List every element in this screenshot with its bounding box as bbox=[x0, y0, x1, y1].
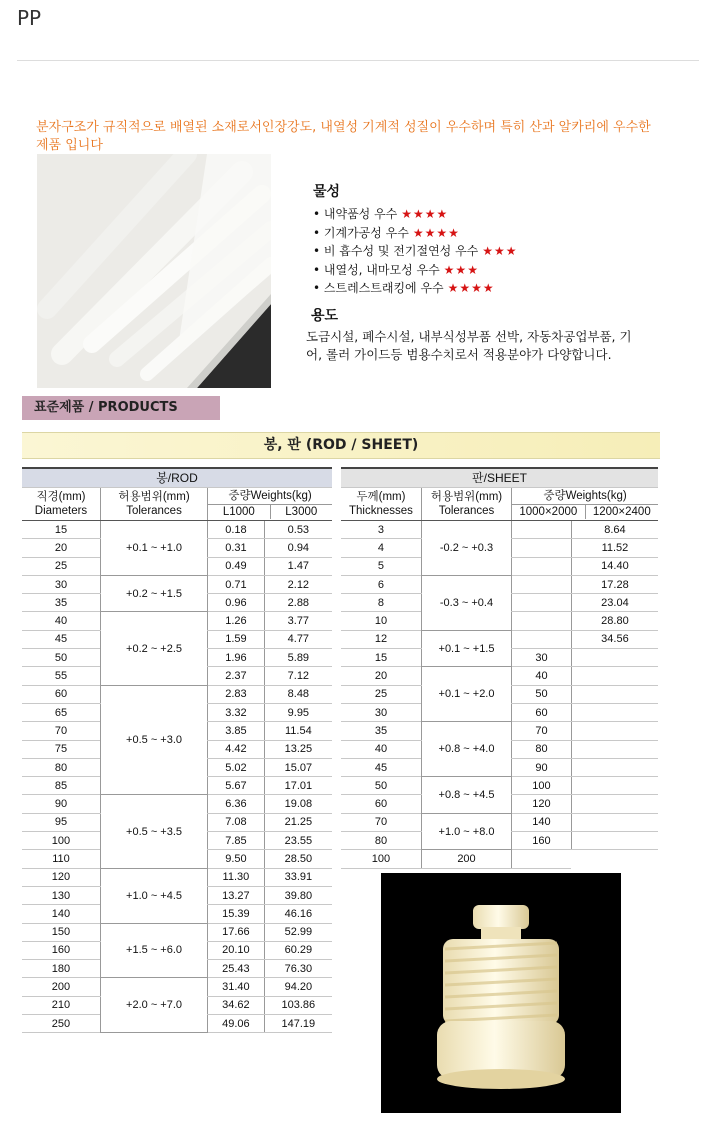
property-item bbox=[313, 205, 643, 224]
weight-cell-2: 11.54 bbox=[264, 722, 332, 740]
rod-weight-header: 중량Weights(kg) L1000 L3000 bbox=[208, 488, 332, 521]
table-row bbox=[341, 630, 658, 648]
property-item bbox=[313, 279, 643, 298]
weight-cell-2: 14.40 bbox=[571, 557, 658, 575]
weight-cell-2: 0.94 bbox=[264, 539, 332, 557]
weight-cell-1: 20.10 bbox=[208, 941, 265, 959]
weight-cell-1 bbox=[512, 521, 572, 539]
size-cell: 8 bbox=[341, 594, 421, 612]
weight-cell-1: 0.71 bbox=[208, 575, 265, 593]
weight-cell-1: 0.31 bbox=[208, 539, 265, 557]
size-cell: 15 bbox=[341, 649, 421, 667]
machined-part-photo bbox=[381, 873, 621, 1113]
size-cell: 10 bbox=[341, 612, 421, 630]
tolerance-cell: +1.0 ~ +8.0 bbox=[421, 813, 511, 850]
weight-cell-2 bbox=[571, 813, 658, 831]
size-cell: 90 bbox=[22, 795, 100, 813]
weight-cell-1: 200 bbox=[421, 850, 511, 868]
size-cell: 70 bbox=[22, 722, 100, 740]
properties-heading: 물성 bbox=[313, 184, 341, 200]
size-cell: 200 bbox=[22, 978, 100, 996]
weight-cell-1: 90 bbox=[512, 758, 572, 776]
size-cell: 15 bbox=[22, 521, 100, 539]
tolerance-cell: +0.1 ~ +1.0 bbox=[100, 521, 207, 576]
size-cell: 5 bbox=[341, 557, 421, 575]
weight-cell-1: 70 bbox=[512, 722, 572, 740]
property-text: • 내약품성 우수 bbox=[313, 207, 398, 221]
properties-section bbox=[313, 181, 643, 298]
table-row bbox=[341, 521, 658, 539]
star-rating-icon: ★★★★ bbox=[447, 281, 495, 295]
star-rating-icon: ★★★ bbox=[482, 244, 518, 258]
sheet-table bbox=[341, 467, 658, 869]
size-cell: 3 bbox=[341, 521, 421, 539]
weight-cell-1: 0.49 bbox=[208, 557, 265, 575]
weight-cell-2 bbox=[571, 795, 658, 813]
weight-cell-2: 147.19 bbox=[264, 1015, 332, 1033]
weight-cell-1: 34.62 bbox=[208, 996, 265, 1014]
table-row bbox=[22, 685, 332, 703]
size-cell: 20 bbox=[22, 539, 100, 557]
table-row bbox=[22, 612, 332, 630]
size-cell: 55 bbox=[22, 667, 100, 685]
size-cell: 12 bbox=[341, 630, 421, 648]
size-cell: 130 bbox=[22, 886, 100, 904]
weight-cell-2: 33.91 bbox=[264, 868, 332, 886]
weight-cell-1: 30 bbox=[512, 649, 572, 667]
weight-cell-2 bbox=[571, 722, 658, 740]
property-text: • 스트레스트래킹에 우수 bbox=[313, 281, 444, 295]
table-row bbox=[341, 813, 658, 831]
weight-cell-1: 3.32 bbox=[208, 703, 265, 721]
weight-cell-2: 5.89 bbox=[264, 649, 332, 667]
tolerance-cell: +0.5 ~ +3.5 bbox=[100, 795, 207, 868]
weight-cell-2: 21.25 bbox=[264, 813, 332, 831]
weight-cell-2: 46.16 bbox=[264, 905, 332, 923]
size-cell: 160 bbox=[22, 941, 100, 959]
table-row bbox=[22, 923, 332, 941]
weight-cell-1 bbox=[512, 594, 572, 612]
weight-cell-1: 31.40 bbox=[208, 978, 265, 996]
weight-cell-2: 7.12 bbox=[264, 667, 332, 685]
table-title: 봉, 판 (ROD / SHEET) bbox=[22, 432, 660, 459]
rod-caption: 봉/ROD bbox=[22, 468, 332, 488]
page-title: PP bbox=[17, 6, 42, 30]
size-cell: 250 bbox=[22, 1015, 100, 1033]
size-cell: 80 bbox=[341, 832, 421, 850]
weight-cell-1: 160 bbox=[512, 832, 572, 850]
weight-cell-1: 4.42 bbox=[208, 740, 265, 758]
size-cell: 50 bbox=[341, 777, 421, 795]
tolerance-cell: +0.1 ~ +1.5 bbox=[421, 630, 511, 667]
size-cell: 40 bbox=[22, 612, 100, 630]
tolerance-cell: -0.2 ~ +0.3 bbox=[421, 521, 511, 576]
size-cell: 100 bbox=[22, 832, 100, 850]
weight-cell-1 bbox=[512, 575, 572, 593]
weight-cell-2 bbox=[571, 649, 658, 667]
property-item bbox=[313, 242, 643, 261]
weight-cell-2: 52.99 bbox=[264, 923, 332, 941]
rod-table bbox=[22, 467, 332, 1033]
usage-text: 도금시설, 폐수시설, 내부식성부품 선박, 자동차공업부품, 기어, 롤러 가이드등 범용수치로서 적용분야가 다양합니다. bbox=[306, 329, 632, 362]
property-item bbox=[313, 261, 643, 280]
table-row bbox=[341, 722, 658, 740]
weight-cell-2: 94.20 bbox=[264, 978, 332, 996]
size-cell: 210 bbox=[22, 996, 100, 1014]
usage-heading: 용도 bbox=[311, 308, 339, 324]
weight-cell-2: 0.53 bbox=[264, 521, 332, 539]
rod-tol-header: 허용범위(mm) Tolerances bbox=[100, 488, 207, 521]
size-cell: 180 bbox=[22, 960, 100, 978]
weight-cell-1 bbox=[512, 557, 572, 575]
weight-cell-2: 23.55 bbox=[264, 832, 332, 850]
weight-cell-2: 2.12 bbox=[264, 575, 332, 593]
size-cell: 30 bbox=[341, 703, 421, 721]
weight-cell-2: 3.77 bbox=[264, 612, 332, 630]
size-cell: 45 bbox=[341, 758, 421, 776]
weight-cell-2: 2.88 bbox=[264, 594, 332, 612]
tolerance-cell: +0.5 ~ +3.0 bbox=[100, 685, 207, 795]
sheet-tol-header: 허용범위(mm) Tolerances bbox=[421, 488, 511, 521]
size-cell: 95 bbox=[22, 813, 100, 831]
usage-section bbox=[306, 307, 636, 364]
weight-cell-2: 9.95 bbox=[264, 703, 332, 721]
rod-diam-header: 직경(mm) Diameters bbox=[22, 488, 100, 521]
table-row bbox=[341, 667, 658, 685]
weight-cell-2 bbox=[571, 832, 658, 850]
weight-cell-1 bbox=[512, 630, 572, 648]
weight-cell-1: 9.50 bbox=[208, 850, 265, 868]
size-cell: 110 bbox=[22, 850, 100, 868]
size-cell: 85 bbox=[22, 777, 100, 795]
size-cell: 140 bbox=[22, 905, 100, 923]
weight-cell-2: 23.04 bbox=[571, 594, 658, 612]
table-row bbox=[22, 795, 332, 813]
table-row bbox=[341, 575, 658, 593]
size-cell: 100 bbox=[341, 850, 421, 868]
weight-cell-1: 5.67 bbox=[208, 777, 265, 795]
weight-cell-1: 11.30 bbox=[208, 868, 265, 886]
weight-cell-1: 6.36 bbox=[208, 795, 265, 813]
tolerance-cell: -0.3 ~ +0.4 bbox=[421, 575, 511, 630]
size-cell: 60 bbox=[22, 685, 100, 703]
weight-cell-1: 15.39 bbox=[208, 905, 265, 923]
size-cell: 35 bbox=[341, 722, 421, 740]
weight-cell-1: 13.27 bbox=[208, 886, 265, 904]
table-row bbox=[341, 850, 658, 868]
weight-cell-2: 28.80 bbox=[571, 612, 658, 630]
size-cell: 75 bbox=[22, 740, 100, 758]
property-text: • 내열성, 내마모성 우수 bbox=[313, 262, 440, 277]
weight-cell-2: 17.01 bbox=[264, 777, 332, 795]
star-rating-icon: ★★★ bbox=[443, 262, 479, 277]
weight-cell-1: 1.26 bbox=[208, 612, 265, 630]
weight-cell-2: 60.29 bbox=[264, 941, 332, 959]
weight-cell-2: 8.48 bbox=[264, 685, 332, 703]
weight-cell-1: 7.08 bbox=[208, 813, 265, 831]
weight-cell-2 bbox=[571, 667, 658, 685]
weight-cell-1: 120 bbox=[512, 795, 572, 813]
weight-cell-1: 100 bbox=[512, 777, 572, 795]
weight-cell-2: 76.30 bbox=[264, 960, 332, 978]
sheet-thickness-header: 두께(mm) Thicknesses bbox=[341, 488, 421, 521]
size-cell: 35 bbox=[22, 594, 100, 612]
size-cell: 120 bbox=[22, 868, 100, 886]
weight-cell-1: 40 bbox=[512, 667, 572, 685]
weight-cell-2: 17.28 bbox=[571, 575, 658, 593]
weight-cell-1: 7.85 bbox=[208, 832, 265, 850]
intro-text: 분자구조가 규직적으로 배열된 소재로서인장강도, 내열성 기계적 성질이 우수하며 특히 산과 알카리에 우수한 제품 입니다 bbox=[36, 120, 651, 153]
weight-cell-2: 34.56 bbox=[571, 630, 658, 648]
products-heading: 표준제품 / PRODUCTS bbox=[22, 396, 220, 420]
weight-cell-1: 50 bbox=[512, 685, 572, 703]
table-row bbox=[22, 978, 332, 996]
size-cell: 80 bbox=[22, 758, 100, 776]
table-row bbox=[341, 777, 658, 795]
size-cell: 30 bbox=[22, 575, 100, 593]
weight-cell-1: 80 bbox=[512, 740, 572, 758]
properties-list bbox=[313, 205, 643, 298]
weight-cell-2 bbox=[571, 758, 658, 776]
weight-cell-2: 4.77 bbox=[264, 630, 332, 648]
weight-cell-2: 1.47 bbox=[264, 557, 332, 575]
tolerance-cell: +1.0 ~ +4.5 bbox=[100, 868, 207, 923]
size-cell: 25 bbox=[341, 685, 421, 703]
table-row bbox=[22, 521, 332, 539]
weight-cell-1: 140 bbox=[512, 813, 572, 831]
star-rating-icon: ★★★★ bbox=[412, 225, 460, 240]
weight-cell-2: 8.64 bbox=[571, 521, 658, 539]
title-divider bbox=[17, 60, 699, 61]
weight-cell-2 bbox=[571, 703, 658, 721]
table-row bbox=[22, 575, 332, 593]
sheet-weight-header: 중량Weights(kg) 1000×2000 1200×2400 bbox=[512, 488, 658, 521]
rods-sheets-photo bbox=[37, 154, 271, 388]
weight-cell-1: 60 bbox=[512, 703, 572, 721]
tolerance-cell: +0.2 ~ +2.5 bbox=[100, 612, 207, 685]
size-cell: 25 bbox=[22, 557, 100, 575]
weight-cell-1 bbox=[512, 612, 572, 630]
weight-cell-1: 2.83 bbox=[208, 685, 265, 703]
weight-cell-2: 13.25 bbox=[264, 740, 332, 758]
weight-cell-2: 103.86 bbox=[264, 996, 332, 1014]
sheet-caption: 판/SHEET bbox=[341, 468, 658, 488]
tolerance-cell: +1.5 ~ +6.0 bbox=[100, 923, 207, 978]
tolerance-cell: +2.0 ~ +7.0 bbox=[100, 978, 207, 1033]
weight-cell-1 bbox=[512, 539, 572, 557]
weight-cell-2: 19.08 bbox=[264, 795, 332, 813]
weight-cell-1: 17.66 bbox=[208, 923, 265, 941]
size-cell: 50 bbox=[22, 649, 100, 667]
size-cell: 70 bbox=[341, 813, 421, 831]
size-cell: 45 bbox=[22, 630, 100, 648]
weight-cell-1: 5.02 bbox=[208, 758, 265, 776]
tolerance-cell: +0.1 ~ +2.0 bbox=[421, 667, 511, 722]
tolerance-cell: +0.8 ~ +4.5 bbox=[421, 777, 511, 814]
size-cell: 6 bbox=[341, 575, 421, 593]
weight-cell-2: 28.50 bbox=[264, 850, 332, 868]
weight-cell-1: 2.37 bbox=[208, 667, 265, 685]
weight-cell-1: 49.06 bbox=[208, 1015, 265, 1033]
tolerance-cell: +0.2 ~ +1.5 bbox=[100, 575, 207, 612]
weight-cell-2: 39.80 bbox=[264, 886, 332, 904]
size-cell: 4 bbox=[341, 539, 421, 557]
property-text: • 기계가공성 우수 bbox=[313, 225, 409, 240]
size-cell: 65 bbox=[22, 703, 100, 721]
weight-cell-1: 25.43 bbox=[208, 960, 265, 978]
weight-cell-1: 1.96 bbox=[208, 649, 265, 667]
weight-cell-2: 15.07 bbox=[264, 758, 332, 776]
property-text: • 비 흡수성 및 전기절연성 우수 bbox=[313, 244, 479, 258]
weight-cell-1: 3.85 bbox=[208, 722, 265, 740]
weight-cell-2 bbox=[512, 850, 572, 868]
star-rating-icon: ★★★★ bbox=[401, 207, 449, 221]
weight-cell-1: 1.59 bbox=[208, 630, 265, 648]
weight-cell-1: 0.18 bbox=[208, 521, 265, 539]
weight-cell-1: 0.96 bbox=[208, 594, 265, 612]
tolerance-cell: +0.8 ~ +4.0 bbox=[421, 722, 511, 777]
size-cell: 60 bbox=[341, 795, 421, 813]
table-row bbox=[22, 868, 332, 886]
weight-cell-2: 11.52 bbox=[571, 539, 658, 557]
weight-cell-2 bbox=[571, 777, 658, 795]
property-item bbox=[313, 224, 643, 243]
size-cell: 150 bbox=[22, 923, 100, 941]
weight-cell-2 bbox=[571, 685, 658, 703]
size-cell: 20 bbox=[341, 667, 421, 685]
size-cell: 40 bbox=[341, 740, 421, 758]
weight-cell-2 bbox=[571, 740, 658, 758]
